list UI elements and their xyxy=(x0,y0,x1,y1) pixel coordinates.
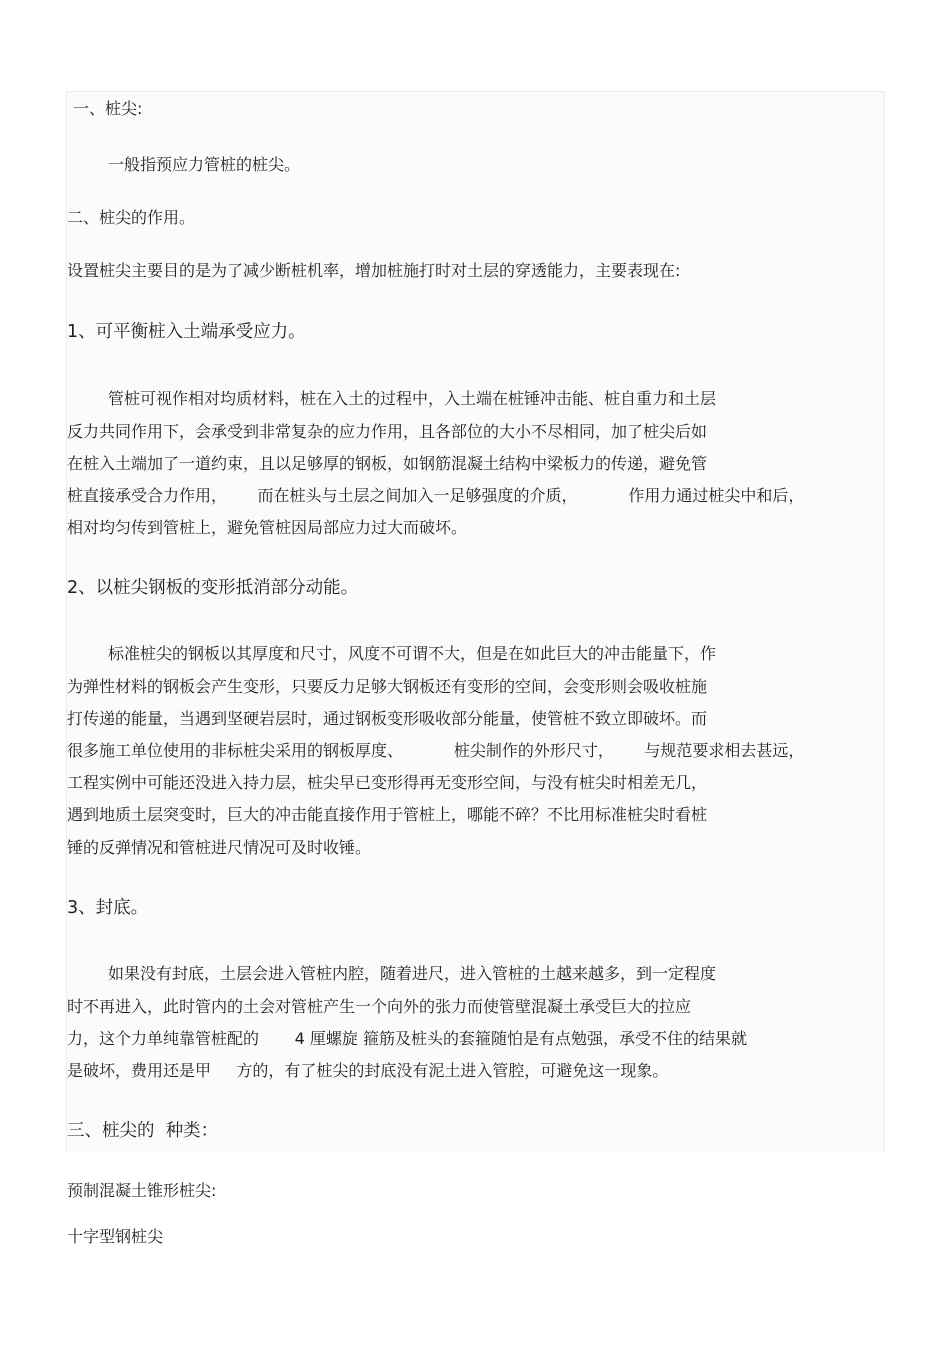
section1-text: 一般指预应力管桩的桩尖。 xyxy=(108,155,301,174)
point3-line: 是破坏，费用还是甲 方的，有了桩尖的封底没有泥土进入管腔，可避免这一现象。 xyxy=(67,1061,669,1080)
point1-line: 在桩入土端加了一道约束，且以足够厚的钢板，如钢筋混凝土结构中梁板力的传递，避免管 xyxy=(67,454,708,473)
point2-line: 遇到地质土层突变时，巨大的冲击能直接作用于管桩上，哪能不碎？不比用标准桩尖时看桩 xyxy=(67,805,708,824)
point3-heading: 3、封底。 xyxy=(67,898,149,918)
point2-line: 很多施工单位使用的非标桩尖采用的钢板厚度、 桩尖制作的外形尺寸， 与规范要求相去甚远， xyxy=(67,741,805,760)
point1-line: 相对均匀传到管桩上，避免管桩因局部应力过大而破坏。 xyxy=(67,518,468,537)
section1-heading: 一、桩尖: xyxy=(73,99,143,118)
point3-line: 力，这个力单纯靠管桩配的 4 厘螺旋 箍筋及桩头的套箍随怕是有点勉强，承受不住的结果就 xyxy=(67,1029,747,1048)
point3-line: 如果没有封底，土层会进入管桩内腔，随着进尺，进入管桩的土越来越多，到一定程度 xyxy=(108,964,717,983)
point1-line: 管桩可视作相对均质材料，桩在入土的过程中，入土端在桩锤冲击能、桩自重力和土层 xyxy=(108,389,717,408)
point2-line: 锤的反弹情况和管桩进尺情况可及时收锤。 xyxy=(67,838,372,857)
section2-intro: 设置桩尖主要目的是为了减少断桩机率，增加桩施打时对土层的穿透能力，主要表现在: xyxy=(67,261,681,280)
point2-line: 打传递的能量，当遇到坚硬岩层时，通过钢板变形吸收部分能量，使管桩不致立即破坏。而 xyxy=(67,709,708,728)
point2-line: 标准桩尖的钢板以其厚度和尺寸，风度不可谓不大，但是在如此巨大的冲击能量下，作 xyxy=(108,644,717,663)
section3-heading: 三、桩尖的 种类： xyxy=(67,1121,219,1141)
point1-line: 反力共同作用下，会承受到非常复杂的应力作用，且各部位的大小不尽相同，加了桩尖后如 xyxy=(67,422,708,441)
point2-line: 为弹性材料的钢板会产生变形，只要反力足够大钢板还有变形的空间，会变形则会吸收桩施 xyxy=(67,677,708,696)
point2-line: 工程实例中可能还没进入持力层，桩尖早已变形得再无变形空间，与没有桩尖时相差无几， xyxy=(67,773,708,792)
section2-heading: 二、桩尖的作用。 xyxy=(67,208,196,227)
point1-line: 桩直接承受合力作用， 而在桩头与土层之间加入一足够强度的介质， 作用力通过桩尖中和后， xyxy=(67,486,805,505)
section3-item: 预制混凝土锥形桩尖: xyxy=(67,1181,217,1200)
point3-line: 时不再进入，此时管内的土会对管桩产生一个向外的张力而使管壁混凝土承受巨大的拉应 xyxy=(67,997,692,1016)
point2-heading: 2、以桩尖钢板的变形抵消部分动能。 xyxy=(67,578,359,598)
section3-item: 十字型钢桩尖 xyxy=(67,1227,164,1246)
document-panel xyxy=(66,91,885,1152)
point1-heading: 1、可平衡桩入土端承受应力。 xyxy=(67,322,306,342)
